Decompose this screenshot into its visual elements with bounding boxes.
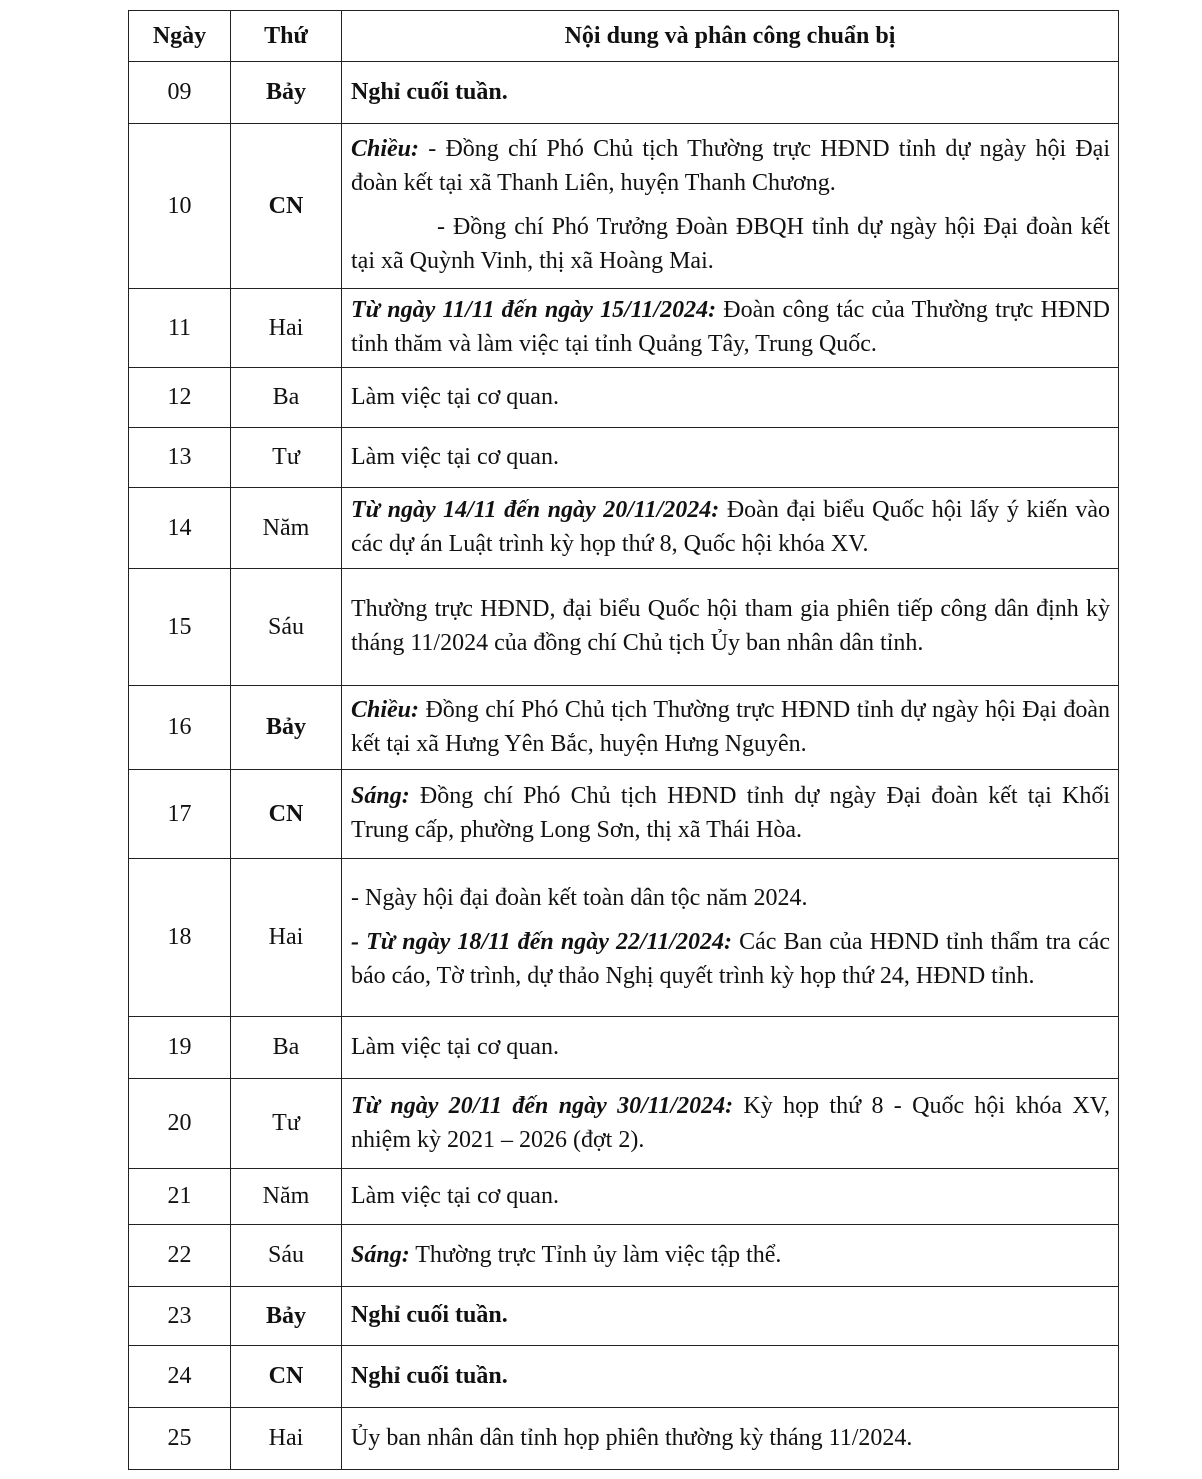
content-text: Kỳ họp thứ 8 - Quốc hội khóa XV, nhiệm kỳ 2021 – 2026 (đợt 2). [351, 1092, 1110, 1153]
table-row [129, 1225, 1119, 1287]
content-paragraph [351, 779, 1110, 847]
schedule-table [128, 10, 1119, 1470]
content-paragraph [351, 693, 1110, 761]
weekday-cell: Bảy [231, 62, 342, 124]
content-text: Ủy ban nhân dân tỉnh họp phiên thường kỳ tháng 11/2024. [351, 1424, 913, 1451]
content-paragraph [351, 1421, 1110, 1455]
content-cell [342, 569, 1119, 686]
time-lead: Chiều: [351, 696, 420, 723]
content-paragraph [351, 293, 1110, 361]
day-cell: 25 [129, 1408, 231, 1470]
content-cell [342, 62, 1119, 124]
day-cell: 20 [129, 1079, 231, 1169]
table-row [129, 289, 1119, 368]
content-cell [342, 124, 1119, 289]
weekday-cell: CN [231, 1346, 342, 1408]
content-cell [342, 488, 1119, 569]
table-row [129, 1346, 1119, 1408]
content-paragraph [351, 132, 1110, 200]
table-row [129, 1079, 1119, 1169]
content-cell [342, 368, 1119, 428]
day-cell: 24 [129, 1346, 231, 1408]
weekday-cell: Năm [231, 1169, 342, 1225]
content-paragraph [351, 1238, 1110, 1272]
day-cell: 16 [129, 686, 231, 770]
content-paragraph [351, 592, 1110, 660]
time-lead: Chiều: [351, 136, 420, 162]
weekday-cell: Ba [231, 368, 342, 428]
time-lead: Từ ngày 11/11 đến ngày 15/11/2024: [351, 297, 717, 323]
table-row [129, 859, 1119, 1017]
weekday-cell: Ba [231, 1017, 342, 1079]
content-text: - Ngày hội đại đoàn kết toàn dân tộc năm 2024. [351, 884, 808, 911]
table-row [129, 770, 1119, 859]
day-cell: 10 [129, 124, 231, 289]
day-cell: 17 [129, 770, 231, 859]
content-text: Làm việc tại cơ quan. [351, 383, 559, 410]
content-text: Làm việc tại cơ quan. [351, 1033, 559, 1060]
weekday-cell: Hai [231, 1408, 342, 1470]
content-text: Đồng chí Phó Chủ tịch Thường trực HĐND tỉnh dự ngày hội Đại đoàn kết tại xã Hưng Yên Bắc, huyện Hưng Nguyên. [351, 696, 1110, 757]
content-text: Nghỉ cuối tuần. [351, 1362, 508, 1389]
weekday-cell: Bảy [231, 1287, 342, 1346]
day-cell: 09 [129, 62, 231, 124]
table-row [129, 124, 1119, 289]
content-cell [342, 1346, 1119, 1408]
weekday-cell: Hai [231, 859, 342, 1017]
time-lead: Từ ngày 20/11 đến ngày 30/11/2024: [351, 1092, 734, 1119]
content-cell [342, 428, 1119, 488]
time-lead: Sáng: [351, 783, 410, 809]
header-weekday: Thứ [231, 11, 342, 62]
content-cell [342, 1287, 1119, 1346]
content-text: Thường trực HĐND, đại biểu Quốc hội tham gia phiên tiếp công dân định kỳ tháng 11/2024 của đồng chí Chủ tịch Ủy ban nhân dân tỉnh. [351, 596, 1110, 656]
day-cell: 19 [129, 1017, 231, 1079]
weekday-cell: Sáu [231, 1225, 342, 1287]
table-row [129, 1017, 1119, 1079]
weekday-cell: Tư [231, 428, 342, 488]
weekday-cell: Sáu [231, 569, 342, 686]
time-lead: - Từ ngày 18/11 đến ngày 22/11/2024: [351, 928, 732, 955]
weekday-cell: Bảy [231, 686, 342, 770]
content-text: - Đồng chí Phó Trưởng Đoàn ĐBQH tỉnh dự ngày hội Đại đoàn kết tại xã Quỳnh Vinh, thị xã Hoàng Mai. [351, 214, 1110, 274]
content-cell [342, 770, 1119, 859]
weekday-cell: CN [231, 124, 342, 289]
content-cell [342, 289, 1119, 368]
table-row [129, 1169, 1119, 1225]
day-cell: 11 [129, 289, 231, 368]
table-row [129, 428, 1119, 488]
content-text: Đồng chí Phó Chủ tịch HĐND tỉnh dự ngày Đại đoàn kết tại Khối Trung cấp, phường Long Sơn, thị xã Thái Hòa. [351, 783, 1110, 843]
content-paragraph [351, 210, 1110, 278]
content-text: - Đồng chí Phó Chủ tịch Thường trực HĐND tỉnh dự ngày hội Đại đoàn kết tại xã Thanh Liên, huyện Thanh Chương. [351, 136, 1110, 196]
content-text: Nghỉ cuối tuần. [351, 78, 508, 105]
content-text: Đoàn công tác của Thường trực HĐND tỉnh thăm và làm việc tại tỉnh Quảng Tây, Trung Quốc. [351, 297, 1110, 357]
table-body [129, 62, 1119, 1470]
content-paragraph [351, 1179, 1110, 1213]
content-paragraph [351, 493, 1110, 561]
content-text: Các Ban của HĐND tỉnh thẩm tra các báo cáo, Tờ trình, dự thảo Nghị quyết trình kỳ họp thứ 24, HĐND tỉnh. [351, 928, 1110, 989]
content-paragraph [351, 380, 1110, 414]
weekday-cell: Tư [231, 1079, 342, 1169]
weekday-cell: Hai [231, 289, 342, 368]
header-row [129, 11, 1119, 62]
table-row [129, 62, 1119, 124]
content-text: Nghỉ cuối tuần. [351, 1302, 508, 1328]
table-row [129, 686, 1119, 770]
day-cell: 23 [129, 1287, 231, 1346]
content-paragraph [351, 925, 1110, 993]
header-day: Ngày [129, 11, 231, 62]
content-paragraph [351, 75, 1110, 109]
day-cell: 12 [129, 368, 231, 428]
table-row [129, 1408, 1119, 1470]
time-lead: Sáng: [351, 1241, 410, 1268]
content-cell [342, 1408, 1119, 1470]
time-lead: Từ ngày 14/11 đến ngày 20/11/2024: [351, 497, 720, 523]
content-paragraph [351, 440, 1110, 474]
day-cell: 22 [129, 1225, 231, 1287]
day-cell: 15 [129, 569, 231, 686]
table-row [129, 368, 1119, 428]
content-text: Làm việc tại cơ quan. [351, 443, 559, 470]
day-cell: 21 [129, 1169, 231, 1225]
content-cell [342, 1079, 1119, 1169]
content-cell [342, 686, 1119, 770]
table-row [129, 1287, 1119, 1346]
weekday-cell: Năm [231, 488, 342, 569]
content-cell [342, 859, 1119, 1017]
content-text: Đoàn đại biểu Quốc hội lấy ý kiến vào các dự án Luật trình kỳ họp thứ 8, Quốc hội khóa XV. [351, 497, 1110, 557]
header-content: Nội dung và phân công chuẩn bị [342, 11, 1119, 62]
weekday-cell: CN [231, 770, 342, 859]
content-paragraph [351, 1089, 1110, 1157]
content-paragraph [351, 881, 1110, 915]
day-cell: 14 [129, 488, 231, 569]
day-cell: 18 [129, 859, 231, 1017]
content-text: Làm việc tại cơ quan. [351, 1182, 559, 1209]
content-paragraph [351, 1030, 1110, 1064]
table-row [129, 569, 1119, 686]
content-paragraph [351, 1298, 1110, 1332]
table-row [129, 488, 1119, 569]
content-paragraph [351, 1359, 1110, 1393]
content-cell [342, 1169, 1119, 1225]
content-cell [342, 1225, 1119, 1287]
content-text: Thường trực Tỉnh ủy làm việc tập thể. [409, 1241, 782, 1268]
day-cell: 13 [129, 428, 231, 488]
content-cell [342, 1017, 1119, 1079]
